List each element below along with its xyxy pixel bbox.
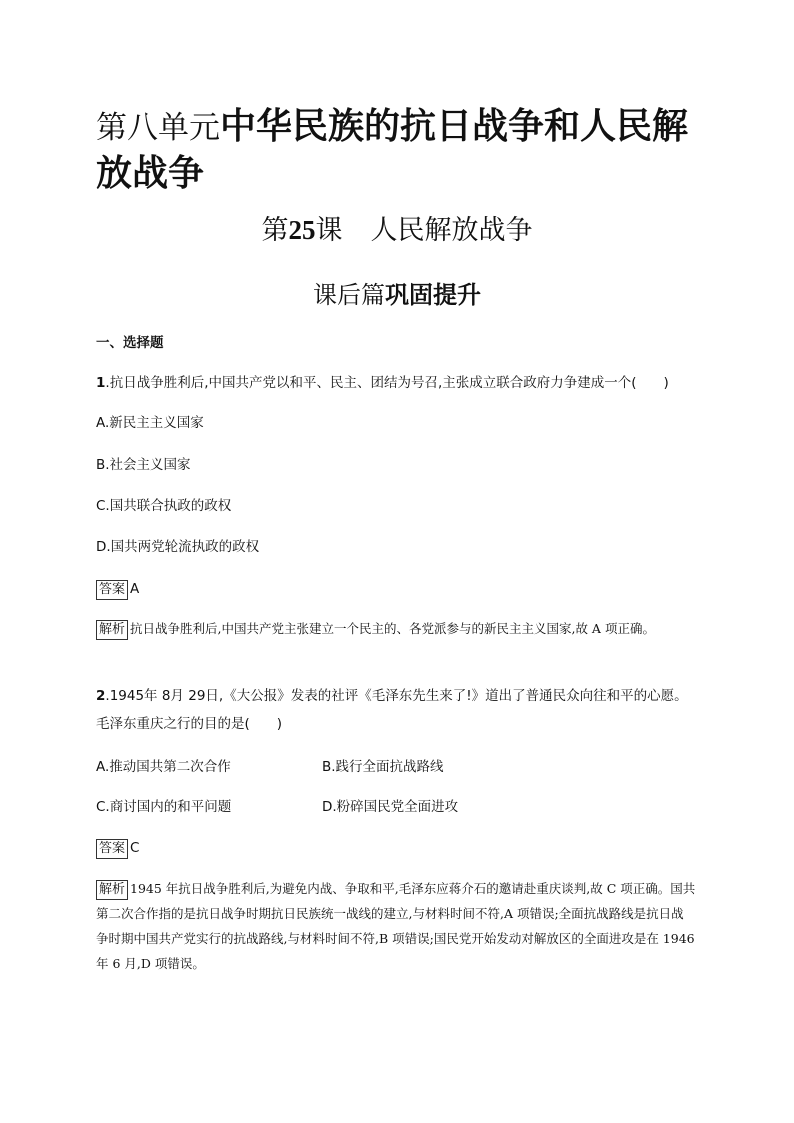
question-2-stem-line-2: 毛泽东重庆之行的目的是( ) — [96, 716, 283, 732]
lesson-prefix: 第 — [261, 215, 289, 246]
question-2-answer-value: C — [130, 840, 140, 856]
unit-main-title: 中华民族的抗日战争和人民解放战争 — [96, 106, 689, 194]
question-2-analysis — [96, 876, 696, 976]
section-title-bold: 巩固提升 — [385, 281, 481, 309]
question-2-option-d: D.粉碎国民党全面进攻 — [322, 799, 459, 815]
question-2-number: 2 — [96, 688, 106, 704]
question-2-analysis-text: 1945 年抗日战争胜利后,为避免内战、争取和平,毛泽东应蒋介石的邀请赴重庆谈判,故 C 项正确。国共第二次合作指的是抗日战争时期抗日民族统一战线的建立,与材料时间不符,A 项错误;全面抗战路线是抗日战争时期中国共产党实行的抗战路线,与材料时间不符,B 项错误;国民党开始发动对解放区的全面进攻是在 1946 年 6 月,D 项错误。 — [96, 881, 696, 971]
question-2-stem-line-1 — [96, 685, 688, 707]
question-1-option-c: C.国共联合执政的政权 — [96, 498, 232, 514]
question-1-option-a: A.新民主主义国家 — [96, 415, 204, 431]
unit-title — [96, 104, 716, 197]
lesson-title — [0, 212, 794, 249]
question-2-text: .1945年 8月 29日,《大公报》发表的社评《毛泽东先生来了!》道出了普通民众向往和平的心愿。 — [105, 688, 688, 704]
question-1-answer-value: A — [130, 581, 140, 597]
question-1-answer — [96, 578, 139, 600]
analysis-label: 解析 — [96, 880, 128, 900]
lesson-number: 25 — [288, 215, 316, 245]
unit-lead: 第八单元 — [96, 110, 220, 146]
question-1-option-b: B.社会主义国家 — [96, 457, 191, 473]
question-2-option-b: B.践行全面抗战路线 — [322, 759, 444, 775]
analysis-label: 解析 — [96, 620, 128, 640]
section-title — [0, 278, 794, 312]
question-1-number: 1 — [96, 375, 106, 391]
question-2-option-c: C.商讨国内的和平问题 — [96, 799, 232, 815]
answer-label: 答案 — [96, 580, 128, 600]
question-1-analysis-text: 抗日战争胜利后,中国共产党主张建立一个民主的、各党派参与的新民主主义国家,故 A 项正确。 — [130, 621, 655, 636]
question-1-text: .抗日战争胜利后,中国共产党以和平、民主、团结为号召,主张成立联合政府力争建成一个( ) — [105, 375, 669, 391]
question-2-option-a: A.推动国共第二次合作 — [96, 759, 231, 775]
lesson-suffix: 课 — [315, 215, 343, 246]
lesson-name: 人民解放战争 — [370, 215, 533, 246]
answer-label: 答案 — [96, 839, 128, 859]
section-title-light: 课后篇 — [313, 281, 385, 309]
part-heading: 一、选择题 — [96, 335, 164, 351]
question-1-option-d: D.国共两党轮流执政的政权 — [96, 539, 260, 555]
question-1-stem — [96, 372, 669, 394]
question-1-analysis — [96, 616, 696, 641]
question-2-answer — [96, 837, 139, 859]
